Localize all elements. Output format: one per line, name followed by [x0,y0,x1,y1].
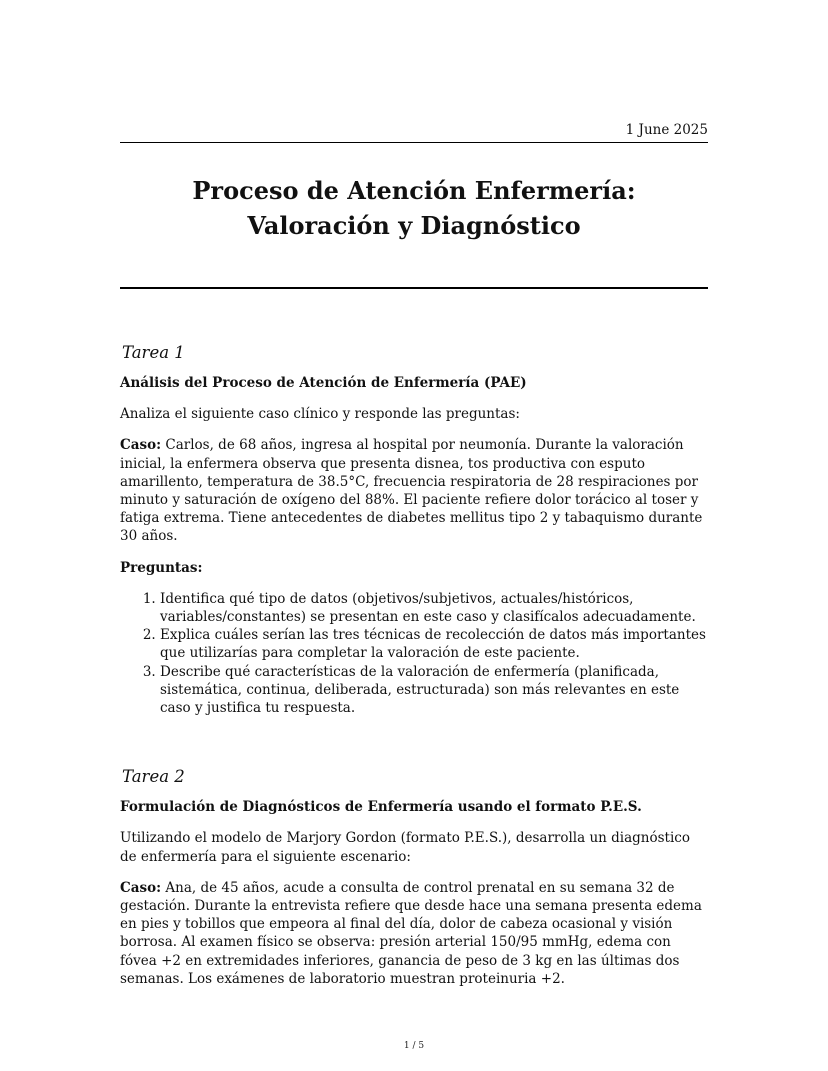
title-rule [120,287,708,289]
task-2-subheading: Formulación de Diagnósticos de Enfermería usando el formato P.E.S. [120,799,642,816]
document-page [120,0,708,1071]
task-2-case-text: Ana, de 45 años, acude a consulta de control prenatal en su semana 32 de gestación. Durante la entrevista refiere que desde hace una semana presenta edema en pies y tobillos que empeora al final del día, dolor de cabeza ocasional y visión borrosa. Al examen físico se observa: presión arterial 150/95 mmHg, edema con fóvea +2 en extremidades inferiores, ganancia de peso de 3 kg en las últimas dos semanas. Los exámenes de laboratorio muestran proteinuria +2. [120,879,702,987]
task-1-case [120,436,708,545]
document-date: 1 June 2025 [625,122,708,138]
question-item: 1. Identifica qué tipo de datos (objetivos/subjetivos, actuales/históricos, variables/constantes) se presentan en este caso y clasifícalos adecuadamente. [160,590,708,626]
question-item: 3. Describe qué características de la valoración de enfermería (planificada, sistemática, continua, deliberada, estructurada) son más relevantes en este caso y justifica tu respuesta. [160,663,708,718]
task-2-case [120,879,708,988]
task-1-intro: Analiza el siguiente caso clínico y responde las preguntas: [120,406,520,423]
task-2-case-label: Caso: [120,879,162,896]
task-2-intro: Utilizando el modelo de Marjory Gordon (formato P.E.S.), desarrolla un diagnóstico de enfermería para el siguiente escenario: [120,830,690,865]
task-2-section [120,766,708,988]
task-1-questions-label: Preguntas: [120,559,203,576]
task-2-heading: Tarea 2 [122,767,185,787]
task-1-case-label: Caso: [120,437,162,454]
task-1-section [120,342,708,717]
question-item: 2. Explica cuáles serían las tres técnicas de recolección de datos más importantes que utilizarías para completar la valoración de este paciente. [160,626,708,662]
document-title: Proceso de Atención Enfermería: Valoración y Diagnóstico [192,176,636,240]
page-number: 1 / 5 [403,1041,425,1051]
task-1-subheading: Análisis del Proceso de Atención de Enfermería (PAE) [120,375,527,391]
task-1-heading: Tarea 1 [122,343,185,362]
task-1-case-text: Carlos, de 68 años, ingresa al hospital por neumonía. Durante la valoración inicial, la enfermera observa que presenta disnea, tos productiva con esputo amarillento, temperatura de 38.5°C, frecuencia respiratoria de 28 respiraciones por minuto y saturación de oxígeno del 88%. El paciente refiere dolor torácico al toser y fatiga extrema. Tiene antecedentes de diabetes mellitus tipo 2 y tabaquismo durante 30 años. [120,437,703,545]
document-body [120,342,708,1001]
task-1-questions-list [120,590,708,717]
header-rule [120,142,708,143]
